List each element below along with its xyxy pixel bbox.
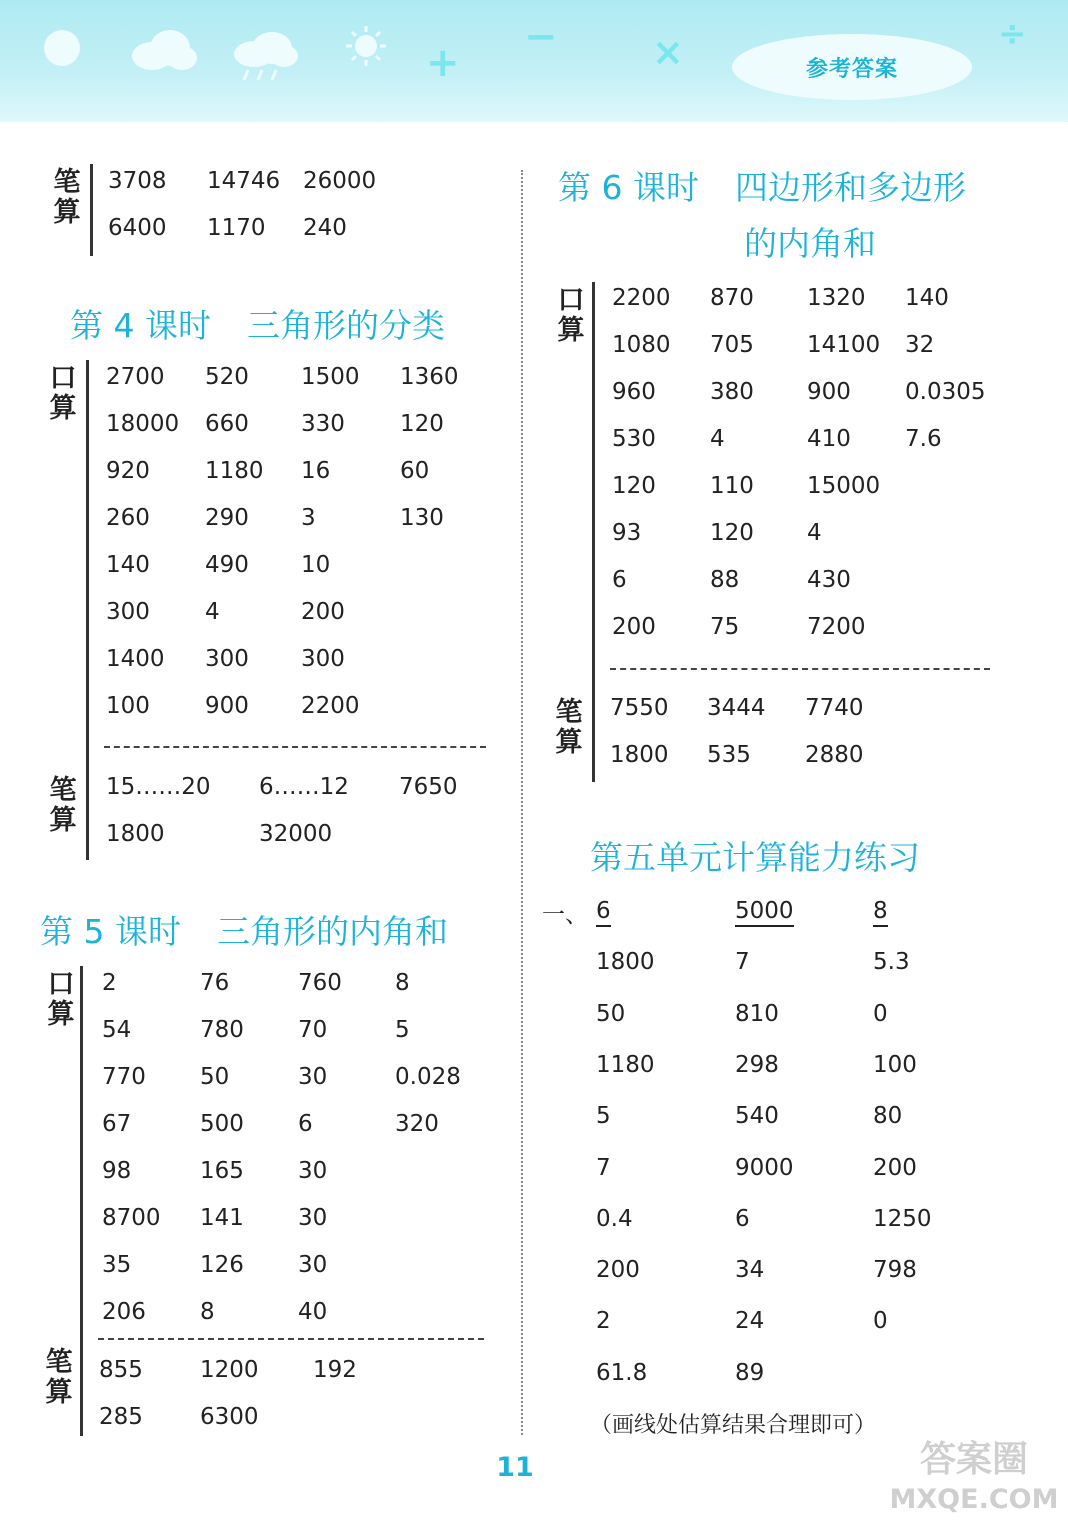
answer-value: 4 (710, 426, 725, 452)
answer-value: 1250 (873, 1205, 932, 1232)
answer-value: 14100 (807, 332, 881, 358)
answer-value: 1080 (612, 332, 671, 358)
answer-value: 240 (303, 215, 347, 241)
answer-value: 7650 (399, 774, 458, 800)
unit5-heading: 第五单元计算能力练习 (590, 838, 920, 877)
answer-value: 16 (301, 458, 331, 484)
plus-icon: + (426, 40, 460, 86)
answer-value: 870 (710, 285, 754, 311)
answer-value: 1320 (807, 285, 866, 311)
answer-value: 300 (301, 646, 345, 672)
answer-value: 1170 (207, 215, 266, 241)
answer-value: 30 (298, 1252, 328, 1278)
answer-value: 0 (873, 1308, 888, 1335)
column-divider (521, 170, 523, 1435)
answer-value: 140 (106, 552, 150, 578)
answer-value: 1800 (106, 821, 165, 847)
answer-value: 300 (205, 646, 249, 672)
answer-value: 530 (612, 426, 656, 452)
answer-value: 0 (873, 1000, 888, 1027)
answer-value: 0.028 (395, 1064, 461, 1090)
answer-value: 1800 (596, 949, 655, 976)
answer-value: 285 (99, 1404, 143, 1430)
answer-value: 126 (200, 1252, 244, 1278)
lesson6-title-line1: 四边形和多边形 (734, 168, 966, 207)
answer-value: 206 (102, 1299, 146, 1325)
answer-value: 6300 (200, 1404, 259, 1430)
answer-badge (732, 34, 972, 100)
answer-value: 130 (400, 505, 444, 531)
bisuan-label: 笔算 (53, 167, 81, 228)
answer-value: 7740 (805, 695, 864, 721)
answer-value: 8700 (102, 1205, 161, 1231)
answer-value: 54 (102, 1017, 132, 1043)
answer-value: 260 (106, 505, 150, 531)
answer-value: 9000 (735, 1154, 794, 1181)
answer-value: 3444 (707, 695, 766, 721)
answer-value: 32 (905, 332, 935, 358)
answer-value: 70 (298, 1017, 328, 1043)
answer-value: 8 (873, 898, 888, 927)
answer-value: 75 (710, 614, 740, 640)
watermark-logo (888, 1440, 1060, 1520)
answer-value: 8 (395, 970, 410, 996)
answer-value: 6 (612, 567, 627, 593)
section-bar (90, 164, 93, 256)
lesson5-title: 三角形的内角和 (216, 912, 448, 951)
answer-value: 1180 (596, 1051, 655, 1078)
answer-value: 2200 (301, 693, 360, 719)
lesson6-title-line2: 的内角和 (744, 224, 876, 263)
answer-value: 4 (205, 599, 220, 625)
answer-value: 60 (400, 458, 430, 484)
lesson4-title: 三角形的分类 (246, 306, 445, 345)
page-number: 11 (496, 1452, 534, 1483)
answer-value: 100 (106, 693, 150, 719)
kousuan-label: 口算 (49, 363, 77, 424)
answer-value: 5000 (735, 898, 794, 927)
section-bar (86, 360, 89, 860)
answer-value: 298 (735, 1051, 779, 1078)
answer-value: 5.3 (873, 949, 910, 976)
answer-value: 3 (301, 505, 316, 531)
answer-value: 98 (102, 1158, 132, 1184)
answer-value: 140 (905, 285, 949, 311)
answer-value: 4 (807, 520, 822, 546)
answer-value: 5 (596, 1103, 611, 1130)
answer-value: 110 (710, 473, 754, 499)
header-banner (0, 0, 1068, 122)
rain-cloud-icon (232, 30, 300, 82)
answer-value: 300 (106, 599, 150, 625)
answer-value: 920 (106, 458, 150, 484)
answer-value: 93 (612, 520, 642, 546)
answer-value: 430 (807, 567, 851, 593)
dashed-separator (610, 668, 990, 670)
page-title: 参考答案 (805, 56, 898, 82)
section-bar (592, 282, 595, 782)
answer-value: 30 (298, 1064, 328, 1090)
answer-value: 1800 (610, 742, 669, 768)
answer-value: 960 (612, 379, 656, 405)
answer-value: 705 (710, 332, 754, 358)
cloud-icon (130, 28, 198, 72)
answer-value: 34 (735, 1257, 765, 1284)
answer-value: 14746 (207, 168, 281, 194)
answer-value: 855 (99, 1357, 143, 1383)
answer-value: 770 (102, 1064, 146, 1090)
answer-value: 6400 (108, 215, 167, 241)
answer-value: 380 (710, 379, 754, 405)
answer-value: 35 (102, 1252, 132, 1278)
bisuan-label: 笔算 (45, 1347, 73, 1408)
answer-value: 61.8 (596, 1359, 648, 1386)
answer-value: 1360 (400, 364, 459, 390)
answer-value: 660 (205, 411, 249, 437)
answer-value: 200 (873, 1154, 917, 1181)
bisuan-label: 笔算 (555, 697, 583, 758)
section-bar (80, 966, 83, 1436)
answer-value: 10 (301, 552, 331, 578)
answer-value: 3708 (108, 168, 167, 194)
answer-value: 1400 (106, 646, 165, 672)
answer-value: 6……12 (259, 774, 349, 800)
answer-value: 760 (298, 970, 342, 996)
watermark-line2: MXQE.COM (889, 1484, 1059, 1515)
answer-value: 7200 (807, 614, 866, 640)
dashed-separator (104, 746, 486, 748)
answer-value: 26000 (303, 168, 377, 194)
answer-value: 8 (200, 1299, 215, 1325)
lesson4-heading (70, 300, 445, 347)
answer-value: 6 (596, 898, 611, 927)
divide-icon: ÷ (998, 14, 1027, 54)
answer-value: 200 (301, 599, 345, 625)
answer-value: 165 (200, 1158, 244, 1184)
answer-value: 2 (102, 970, 117, 996)
answer-value: 535 (707, 742, 751, 768)
answer-value: 120 (612, 473, 656, 499)
answer-value: 798 (873, 1257, 917, 1284)
answer-value: 89 (735, 1359, 765, 1386)
answer-value: 900 (205, 693, 249, 719)
answer-value: 490 (205, 552, 249, 578)
answer-value: 2700 (106, 364, 165, 390)
answer-value: 76 (200, 970, 230, 996)
answer-value: 7 (596, 1154, 611, 1181)
answer-value: 7 (735, 949, 750, 976)
answer-value: 200 (596, 1257, 640, 1284)
answer-value: 120 (400, 411, 444, 437)
answer-value: 900 (807, 379, 851, 405)
dashed-separator (98, 1338, 484, 1340)
answer-value: 15……20 (106, 774, 211, 800)
answer-value: 500 (200, 1111, 244, 1137)
answer-value: 2200 (612, 285, 671, 311)
answer-value: 200 (612, 614, 656, 640)
lesson4-number: 第 4 课时 (70, 306, 211, 345)
answer-value: 15000 (807, 473, 881, 499)
answer-value: 88 (710, 567, 740, 593)
answer-value: 810 (735, 1000, 779, 1027)
answer-value: 32000 (259, 821, 333, 847)
estimate-note: （画线处估算结果合理即可） (590, 1413, 877, 1438)
answer-value: 30 (298, 1205, 328, 1231)
answer-value: 1200 (200, 1357, 259, 1383)
answer-value: 540 (735, 1103, 779, 1130)
answer-value: 2880 (805, 742, 864, 768)
answer-value: 30 (298, 1158, 328, 1184)
watermark-line1: 答案圈 (919, 1439, 1028, 1480)
answer-value: 50 (200, 1064, 230, 1090)
answer-value: 7.6 (905, 426, 942, 452)
answer-value: 2 (596, 1308, 611, 1335)
answer-value: 6 (735, 1205, 750, 1232)
answer-value: 6 (298, 1111, 313, 1137)
bisuan-label: 笔算 (49, 775, 77, 836)
lesson5-heading (40, 906, 448, 953)
answer-value: 5 (395, 1017, 410, 1043)
answer-value: 520 (205, 364, 249, 390)
answer-value: 320 (395, 1111, 439, 1137)
kousuan-label: 口算 (47, 969, 75, 1030)
minus-icon: − (524, 14, 558, 60)
answer-value: 24 (735, 1308, 765, 1335)
answer-value: 780 (200, 1017, 244, 1043)
answer-value: 18000 (106, 411, 180, 437)
lesson6-number: 第 6 课时 (558, 168, 699, 207)
answer-value: 0.4 (596, 1205, 633, 1232)
answer-value: 1180 (205, 458, 264, 484)
lesson5-number: 第 5 课时 (40, 912, 181, 951)
answer-value: 192 (313, 1357, 357, 1383)
answer-value: 290 (205, 505, 249, 531)
answer-value: 120 (710, 520, 754, 546)
question-number: 一、 (542, 902, 588, 928)
sun-icon (344, 24, 388, 68)
kousuan-label: 口算 (557, 285, 585, 346)
answer-value: 40 (298, 1299, 328, 1325)
answer-value: 100 (873, 1051, 917, 1078)
circle-decoration (44, 30, 80, 66)
answer-value: 330 (301, 411, 345, 437)
answer-value: 0.0305 (905, 379, 986, 405)
answer-value: 7550 (610, 695, 669, 721)
answer-value: 410 (807, 426, 851, 452)
answer-value: 1500 (301, 364, 360, 390)
answer-value: 67 (102, 1111, 132, 1137)
times-icon: × (652, 30, 684, 74)
answer-value: 50 (596, 1000, 626, 1027)
answer-value: 141 (200, 1205, 244, 1231)
answer-value: 80 (873, 1103, 903, 1130)
lesson6-heading (558, 162, 966, 209)
